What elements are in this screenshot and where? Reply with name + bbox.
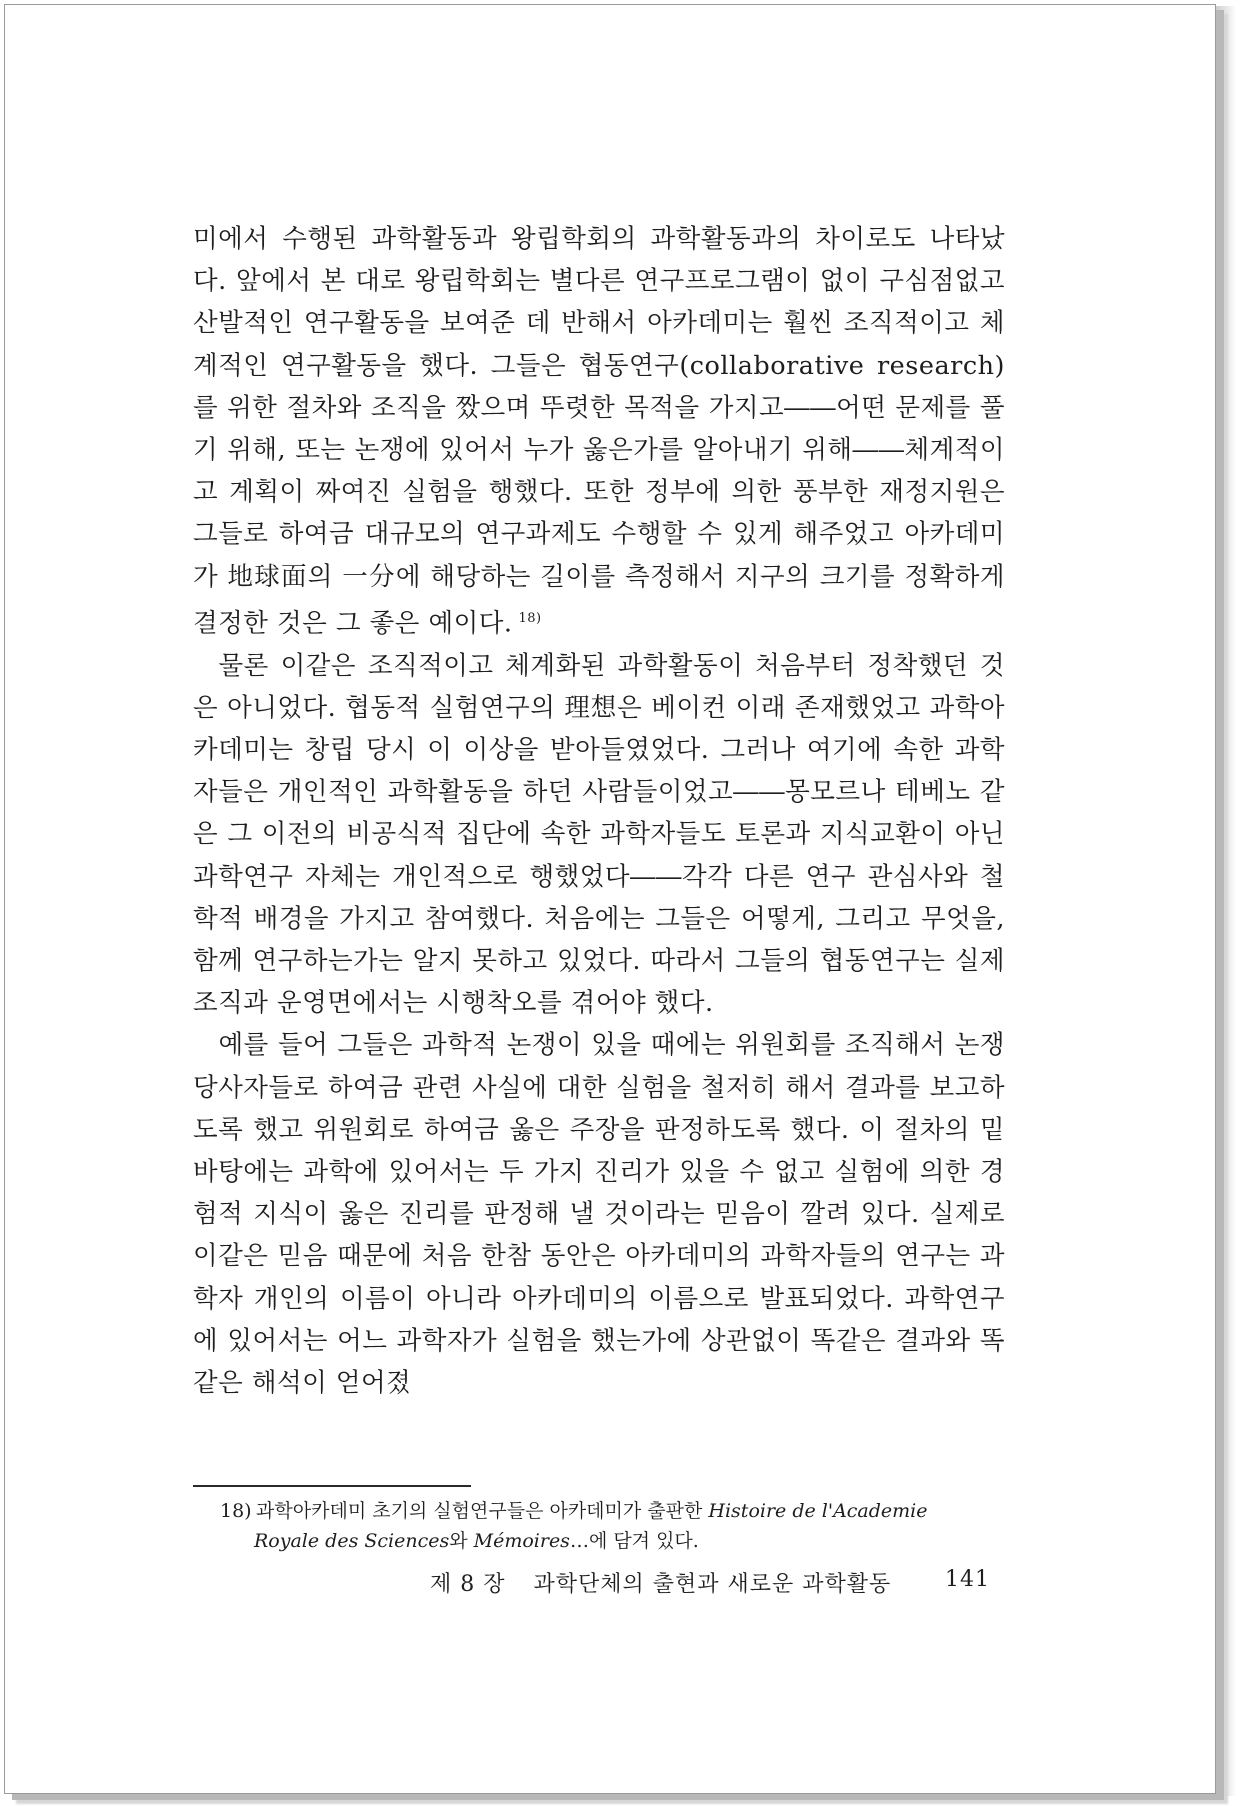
footnote-divider bbox=[193, 1485, 471, 1487]
page-number: 141 bbox=[945, 1567, 990, 1592]
footnote bbox=[222, 1496, 1022, 1556]
footnote-text-c: …에 담겨 있다. bbox=[569, 1530, 699, 1552]
footnote-title-c: Mémoires bbox=[473, 1530, 570, 1552]
paragraph-2: 물론 이같은 조직적이고 체계화된 과학활동이 처음부터 정착했던 것은 아니었다. 협동적 실험연구의 理想은 베이컨 이래 존재했었고 과학아카데미는 창립 당시 이 이상을 받아들였었다. 그러나 여기에 속한 과학자들은 개인적인 과학활동을 하던 사람들이었고――몽모르나 테베노 같은 그 이전의 비공식적 집단에 속한 과학자들도 토론과 지식교환이 아닌 과학연구 자체는 개인적으로 행했었다――각각 다른 연구 관심사와 철학적 배경을 가지고 참여했다. 처음에는 그들은 어떻게, 그리고 무엇을, 함께 연구하는가는 알지 못하고 있었다. 따라서 그들의 협동연구는 실제 조직과 운영면에서는 시행착오를 겪어야 했다. bbox=[193, 650, 1005, 1019]
footnote-text-b: 와 bbox=[449, 1530, 468, 1552]
paragraph-1-text: 미에서 수행된 과학활동과 왕립학회의 과학활동과의 차이로도 나타났다. 앞에서 본 대로 왕립학회는 별다른 연구프로그램이 없이 구심점없고 산발적인 연구활동을 보여준 데 반해서 아카데미는 훨씬 조직적이고 체계적인 연구활동을 했다. 그들은 협동연구(collaborative research)를 위한 절차와 조직을 짰으며 뚜렷한 목적을 가지고――어떤 문제를 풀기 위해, 또는 논쟁에 있어서 누가 옳은가를 알아내기 위해――체계적이고 계획이 짜여진 실험을 행했다. 또한 정부에 의한 풍부한 재정지원은 그들로 하여금 대규모의 연구과제도 수행할 수 있게 해주었고 아카데미가 地球面의 一分에 해당하는 길이를 측정해서 지구의 크기를 정확하게 결정한 것은 그 좋은 예이다. bbox=[193, 224, 1005, 639]
paragraph-1 bbox=[193, 218, 1005, 645]
page-edge-shadow bbox=[1214, 6, 1236, 1796]
footnote-title-b: Royale des Sciences bbox=[254, 1530, 450, 1552]
footnote-title-a: Histoire de l'Academie bbox=[708, 1500, 928, 1522]
footnote-line-2 bbox=[222, 1526, 1022, 1556]
running-footer bbox=[430, 1567, 990, 1598]
footnote-reference: 18) bbox=[518, 610, 542, 626]
footnote-text-a: 과학아카데미 초기의 실험연구들은 아카데미가 출판한 bbox=[256, 1500, 703, 1522]
footnote-line-1 bbox=[222, 1496, 1022, 1526]
paragraph-3: 예를 들어 그들은 과학적 논쟁이 있을 때에는 위원회를 조직해서 논쟁당사자들로 하여금 관련 사실에 대한 실험을 철저히 해서 결과를 보고하도록 했고 위원회로 하여금 옳은 주장을 판정하도록 했다. 이 절차의 밑바탕에는 과학에 있어서는 두 가지 진리가 있을 수 없고 실험에 의한 경험적 지식이 옳은 진리를 판정해 낼 것이라는 믿음이 깔려 있다. 실제로 이같은 믿음 때문에 처음 한참 동안은 아카데미의 과학자들의 연구는 과학자 개인의 이름이 아니라 아카데미의 이름으로 발표되었다. 과학연구에 있어서는 어느 과학자가 실험을 했는가에 상관없이 똑같은 결과와 똑같은 해석이 얻어졌 bbox=[193, 1030, 1005, 1398]
footnote-number: 18) bbox=[220, 1500, 252, 1522]
chapter-title: 과학단체의 출현과 새로운 과학활동 bbox=[533, 1572, 892, 1597]
body-text bbox=[193, 218, 1005, 1404]
chapter-label: 제 8 장 bbox=[430, 1572, 506, 1597]
